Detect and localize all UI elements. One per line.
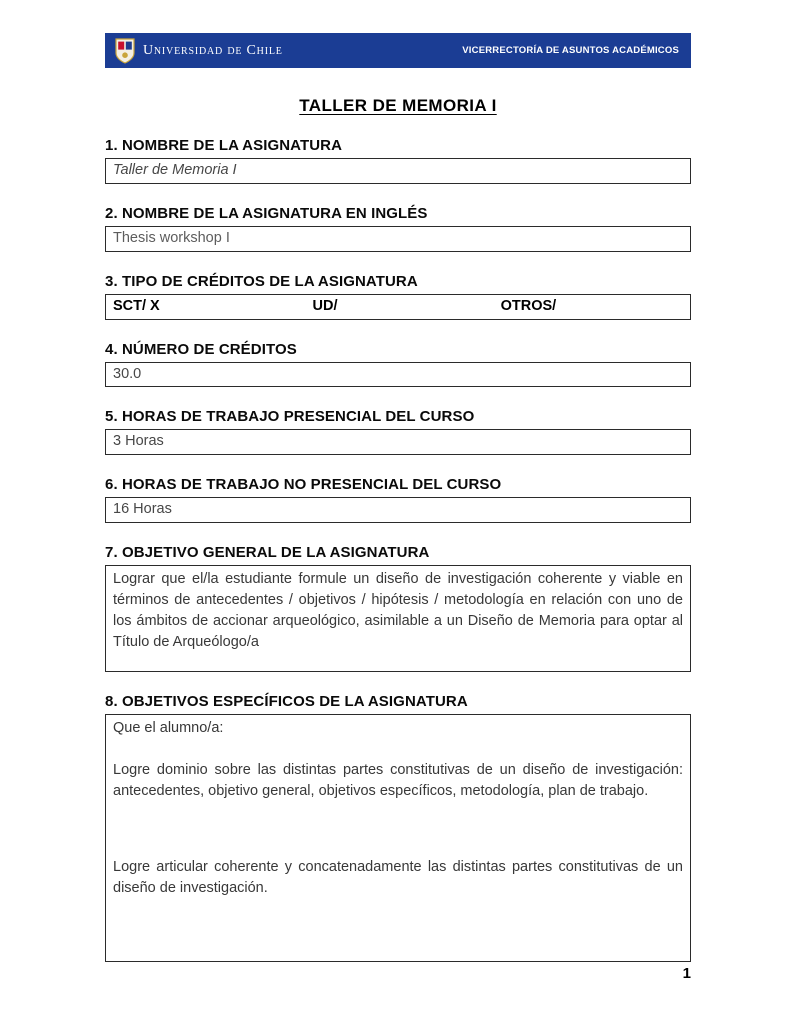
page-number: 1 xyxy=(682,965,691,982)
section-7-heading: 7. OBJETIVO GENERAL DE LA ASIGNATURA xyxy=(105,544,430,562)
section-horas-no-presencial xyxy=(105,476,691,523)
section-2-heading: 2. NOMBRE DE LA ASIGNATURA EN INGLÉS xyxy=(105,204,428,222)
document-title: TALLER DE MEMORIA I xyxy=(299,96,497,115)
section-6-value-box: 16 Horas xyxy=(105,497,691,523)
section-nombre-asignatura xyxy=(105,137,691,184)
section-7-value-box: Lograr que el/la estudiante formule un diseño de investigación coherente y viable en términos de antecedentes / objetivos / hipótesis / metodología en relación con uno de los ámbitos de accionar arqueológico, asimilable a un Diseño de Memoria para optar al Título de Arqueólogo/a xyxy=(105,565,691,672)
credit-sct-cell: SCT/ X xyxy=(113,297,160,314)
section-nombre-ingles xyxy=(105,205,691,252)
section-3-value-box xyxy=(105,294,691,320)
header-bar xyxy=(105,33,691,68)
section-8-value-box xyxy=(105,714,691,962)
section-1-heading: 1. NOMBRE DE LA ASIGNATURA xyxy=(105,137,343,154)
credit-otros-cell: OTROS/ xyxy=(500,297,557,314)
section-5-value-box: 3 Horas xyxy=(105,429,691,455)
section-8-heading: 8. OBJETIVOS ESPECÍFICOS DE LA ASIGNATURA xyxy=(105,693,468,711)
section-1-value-box: Taller de Memoria I xyxy=(105,158,691,184)
section-objetivo-general xyxy=(105,544,691,672)
section-numero-creditos xyxy=(105,341,691,388)
section-4-heading: 4. NÚMERO DE CRÉDITOS xyxy=(105,340,297,358)
objetivos-especificos-p3: Logre articular coherente y concatenadamente las distintas partes constitutivas de un diseño de investigación. xyxy=(113,858,683,896)
objetivos-especificos-p1: Que el alumno/a: xyxy=(113,720,224,737)
section-objetivos-especificos xyxy=(105,693,691,962)
university-crest-icon xyxy=(115,38,135,64)
document-content xyxy=(105,33,691,962)
section-5-heading: 5. HORAS DE TRABAJO PRESENCIAL DEL CURSO xyxy=(105,408,475,426)
section-tipo-creditos xyxy=(105,273,691,320)
credit-ud-cell: UD/ xyxy=(312,297,338,314)
university-name: Universidad de Chile xyxy=(143,42,283,58)
section-4-value-box: 30.0 xyxy=(105,362,691,388)
objetivos-especificos-p2: Logre dominio sobre las distintas partes constitutivas de un diseño de investigación: antecedentes, objetivo general, objetivos específicos, metodología, plan de trabajo. xyxy=(113,761,683,799)
vicerrectoria-label: VICERRECTORÍA DE ASUNTOS ACADÉMICOS xyxy=(462,45,679,56)
section-3-heading: 3. TIPO DE CRÉDITOS DE LA ASIGNATURA xyxy=(105,272,418,290)
section-2-value-box: Thesis workshop I xyxy=(105,226,691,252)
section-6-heading: 6. HORAS DE TRABAJO NO PRESENCIAL DEL CURSO xyxy=(105,476,502,494)
section-horas-presencial xyxy=(105,408,691,455)
